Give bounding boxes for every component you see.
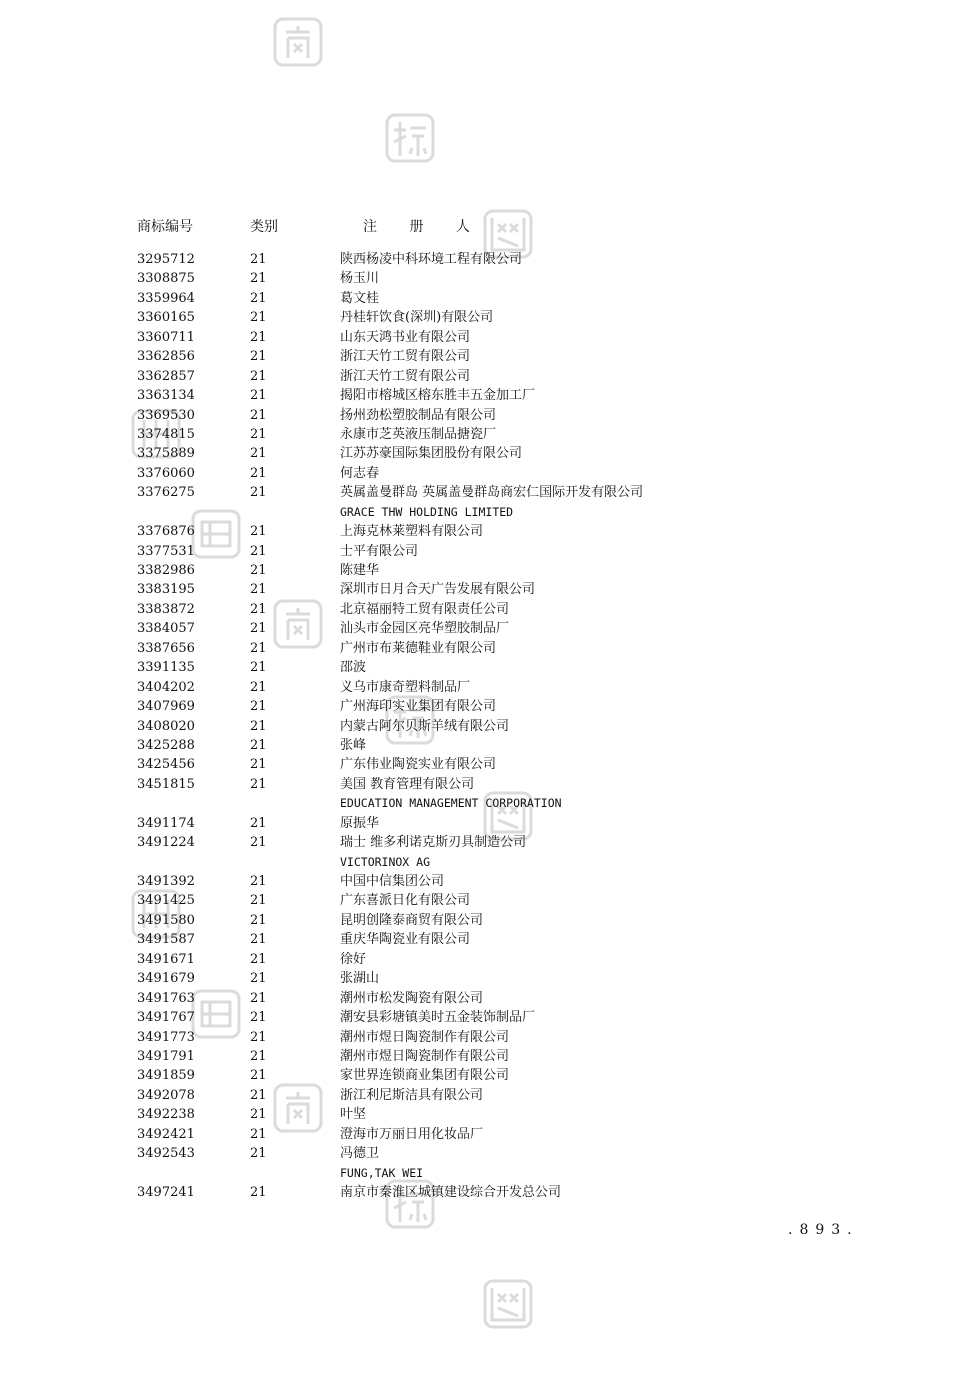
registrant-name: 陕西杨凌中科环境工程有限公司 xyxy=(340,252,523,267)
class-number: 21 xyxy=(250,271,267,287)
registrant-name: 北京福丽特工贸有限责任公司 xyxy=(340,601,510,617)
table-row xyxy=(137,989,837,1008)
table-row xyxy=(137,347,837,366)
table-row xyxy=(137,522,837,541)
trademark-number: 3492421 xyxy=(137,1126,195,1142)
table-row xyxy=(137,464,837,483)
trademark-number: 3491773 xyxy=(137,1029,195,1045)
class-number: 21 xyxy=(250,737,267,753)
registrant-name: 张峰 xyxy=(340,737,367,753)
table-row xyxy=(137,1066,837,1085)
class-number: 21 xyxy=(250,524,267,540)
table-row xyxy=(137,308,837,327)
registrant-name: 丹桂轩饮食(深圳)有限公司 xyxy=(340,310,494,326)
table-row xyxy=(137,406,837,425)
class-number: 21 xyxy=(250,426,267,442)
watermark-stamp-icon xyxy=(482,1278,534,1330)
class-number: 21 xyxy=(250,310,267,326)
registrant-english-name: VICTORINOX AG xyxy=(340,854,431,869)
class-number: 21 xyxy=(250,1185,267,1201)
trademark-number: 3376876 xyxy=(137,524,195,540)
class-number: 21 xyxy=(250,990,267,1006)
registrant-name: 上海克林莱塑料有限公司 xyxy=(340,524,484,540)
table-row xyxy=(137,600,837,619)
class-number: 21 xyxy=(250,893,267,909)
registrant-english-name: EDUCATION MANAGEMENT CORPORATION xyxy=(340,796,562,811)
table-row xyxy=(137,775,837,814)
trademark-number: 3391135 xyxy=(137,660,195,676)
registrant-name: 浙江天竹工贸有限公司 xyxy=(340,368,471,384)
trademark-number: 3387656 xyxy=(137,640,195,656)
trademark-number: 3375889 xyxy=(137,446,195,462)
trademark-number: 3491580 xyxy=(137,912,195,928)
registrant-english-name: GRACE THW HOLDING LIMITED xyxy=(340,504,514,519)
registrant-name: 潮州市煜日陶瓷制作有限公司 xyxy=(340,1048,510,1064)
class-number: 21 xyxy=(250,679,267,695)
registrant-english-name: FUNG,TAK WEI xyxy=(340,1165,424,1180)
class-number: 21 xyxy=(250,329,267,345)
trademark-number: 3362857 xyxy=(137,368,195,384)
registrant-name: 邵波 xyxy=(340,660,367,676)
table-row xyxy=(137,639,837,658)
registrant-name: 广州市布莱德鞋业有限公司 xyxy=(340,640,497,656)
trademark-number: 3491859 xyxy=(137,1068,195,1084)
class-number: 21 xyxy=(250,874,267,890)
table-row xyxy=(137,697,837,716)
class-number: 21 xyxy=(250,835,267,851)
table-row xyxy=(137,269,837,288)
table-row xyxy=(137,386,837,405)
registrant-name: 杨玉川 xyxy=(340,271,380,287)
class-number: 21 xyxy=(250,951,267,967)
registrant-name: 昆明创隆泰商贸有限公司 xyxy=(340,912,484,928)
table-row xyxy=(137,1047,837,1066)
registrant-name: 冯德卫 xyxy=(340,1146,380,1162)
trademark-number: 3451815 xyxy=(137,776,195,792)
registrant-name: 深圳市日月合天广告发展有限公司 xyxy=(340,582,536,598)
class-number: 21 xyxy=(250,660,267,676)
trademark-number: 3491763 xyxy=(137,990,195,1006)
registrant-name: 广东伟业陶瓷实业有限公司 xyxy=(340,757,497,773)
table-row xyxy=(137,1086,837,1105)
registrant-name: 内蒙古阿尔贝斯羊绒有限公司 xyxy=(340,718,510,734)
class-number: 21 xyxy=(250,582,267,598)
header-trademark-no: 商标编号 xyxy=(137,219,193,235)
registrant-name: 南京市秦淮区城镇建设综合开发总公司 xyxy=(340,1185,562,1201)
class-number: 21 xyxy=(250,912,267,928)
trademark-number: 3308875 xyxy=(137,271,195,287)
class-number: 21 xyxy=(250,971,267,987)
class-number: 21 xyxy=(250,1146,267,1162)
registrant-list xyxy=(137,250,837,1203)
registrant-name: 揭阳市榕城区榕东胜丰五金加工厂 xyxy=(340,388,536,404)
trademark-number: 3384057 xyxy=(137,621,195,637)
table-row xyxy=(137,542,837,561)
registrant-name: 永康市芝英液压制品搪瓷厂 xyxy=(340,426,497,442)
trademark-number: 3425288 xyxy=(137,737,195,753)
trademark-number: 3491767 xyxy=(137,1010,195,1026)
trademark-number: 3369530 xyxy=(137,407,195,423)
table-row xyxy=(137,930,837,949)
registrant-name: 潮州市松发陶瓷有限公司 xyxy=(340,990,484,1006)
trademark-number: 3492238 xyxy=(137,1107,195,1123)
trademark-number: 3383195 xyxy=(137,582,195,598)
trademark-number: 3491587 xyxy=(137,932,195,948)
registrant-name: 张湖山 xyxy=(340,971,380,987)
class-number: 21 xyxy=(250,563,267,579)
header-registrant: 注 册 人 xyxy=(363,219,484,235)
registrant-name: 中国中信集团公司 xyxy=(340,874,445,890)
trademark-number: 3404202 xyxy=(137,679,195,695)
trademark-number: 3360165 xyxy=(137,310,195,326)
class-number: 21 xyxy=(250,1068,267,1084)
trademark-number: 3376275 xyxy=(137,485,195,501)
registrant-name: 山东天鸿书业有限公司 xyxy=(340,329,471,345)
class-number: 21 xyxy=(250,776,267,792)
registrant-name: 潮州市煜日陶瓷制作有限公司 xyxy=(340,1029,510,1045)
class-number: 21 xyxy=(250,543,267,559)
class-number: 21 xyxy=(250,1126,267,1142)
class-number: 21 xyxy=(250,290,267,306)
class-number: 21 xyxy=(250,1029,267,1045)
trademark-number: 3362856 xyxy=(137,349,195,365)
trademark-number: 3363134 xyxy=(137,388,195,404)
class-number: 21 xyxy=(250,1107,267,1123)
table-row xyxy=(137,1105,837,1124)
table-row xyxy=(137,1008,837,1027)
class-number: 21 xyxy=(250,485,267,501)
table-row xyxy=(137,950,837,969)
trademark-number: 3497241 xyxy=(137,1185,195,1201)
registrant-name: 澄海市万丽日用化妆品厂 xyxy=(340,1126,484,1142)
table-row xyxy=(137,580,837,599)
registrant-name: 广州海印实业集团有限公司 xyxy=(340,699,497,715)
registrant-name: 广东喜派日化有限公司 xyxy=(340,893,471,909)
table-row xyxy=(137,483,837,522)
trademark-number: 3491679 xyxy=(137,971,195,987)
trademark-number: 3408020 xyxy=(137,718,195,734)
registrant-name: 葛文桂 xyxy=(340,290,380,306)
registrant-name: 家世界连锁商业集团有限公司 xyxy=(340,1068,510,1084)
header-class: 类别 xyxy=(250,219,278,235)
table-row xyxy=(137,678,837,697)
table-row xyxy=(137,328,837,347)
class-number: 21 xyxy=(250,718,267,734)
table-row xyxy=(137,425,837,444)
trademark-number: 3491174 xyxy=(137,815,195,831)
class-number: 21 xyxy=(250,601,267,617)
table-row xyxy=(137,814,837,833)
registrant-name: 士平有限公司 xyxy=(340,543,419,559)
watermark-stamp-icon xyxy=(272,16,324,68)
trademark-number: 3491425 xyxy=(137,893,195,909)
table-row xyxy=(137,367,837,386)
trademark-number: 3359964 xyxy=(137,290,195,306)
class-number: 21 xyxy=(250,932,267,948)
table-row xyxy=(137,755,837,774)
table-row xyxy=(137,658,837,677)
class-number: 21 xyxy=(250,388,267,404)
table-row xyxy=(137,1183,837,1202)
table-row xyxy=(137,250,837,269)
registrant-name: 潮安县彩塘镇美时五金装饰制品厂 xyxy=(340,1010,536,1026)
class-number: 21 xyxy=(250,815,267,831)
class-number: 21 xyxy=(250,1087,267,1103)
class-number: 21 xyxy=(250,252,267,267)
page-number: .893. xyxy=(788,1222,859,1238)
trademark-number: 3425456 xyxy=(137,757,195,773)
class-number: 21 xyxy=(250,757,267,773)
table-row xyxy=(137,1125,837,1144)
registrant-name: 江苏苏豪国际集团股份有限公司 xyxy=(340,446,523,462)
trademark-number: 3383872 xyxy=(137,601,195,617)
table-row xyxy=(137,969,837,988)
registrant-name: 陈建华 xyxy=(340,563,380,579)
class-number: 21 xyxy=(250,407,267,423)
registrant-name: 叶坚 xyxy=(340,1107,367,1123)
trademark-number: 3491671 xyxy=(137,951,195,967)
class-number: 21 xyxy=(250,621,267,637)
trademark-number: 3360711 xyxy=(137,329,195,345)
registrant-name: 美国 教育管理有限公司 xyxy=(340,776,475,792)
trademark-number: 3491224 xyxy=(137,835,195,851)
class-number: 21 xyxy=(250,465,267,481)
registrant-name: 原振华 xyxy=(340,815,380,831)
registrant-name: 浙江利尼斯洁具有限公司 xyxy=(340,1087,484,1103)
registrant-name: 扬州劲松塑胶制品有限公司 xyxy=(340,407,497,423)
table-row xyxy=(137,289,837,308)
table-row xyxy=(137,736,837,755)
registrant-name: 徐好 xyxy=(340,951,367,967)
table-row xyxy=(137,444,837,463)
table-row xyxy=(137,911,837,930)
registrant-name: 义乌市康奇塑料制品厂 xyxy=(340,679,471,695)
class-number: 21 xyxy=(250,446,267,462)
trademark-number: 3374815 xyxy=(137,426,195,442)
table-row xyxy=(137,561,837,580)
trademark-number: 3492078 xyxy=(137,1087,195,1103)
class-number: 21 xyxy=(250,368,267,384)
class-number: 21 xyxy=(250,349,267,365)
table-row xyxy=(137,1144,837,1183)
class-number: 21 xyxy=(250,1010,267,1026)
table-row xyxy=(137,717,837,736)
trademark-number: 3491791 xyxy=(137,1048,195,1064)
registrant-name: 瑞士 维多利诺克斯刃具制造公司 xyxy=(340,835,527,851)
table-row xyxy=(137,833,837,872)
trademark-number: 3377531 xyxy=(137,543,195,559)
table-row xyxy=(137,891,837,910)
trademark-number: 3491392 xyxy=(137,874,195,890)
trademark-number: 3376060 xyxy=(137,465,195,481)
trademark-number: 3407969 xyxy=(137,699,195,715)
class-number: 21 xyxy=(250,1048,267,1064)
trademark-number: 3295712 xyxy=(137,252,195,267)
table-header xyxy=(137,216,737,236)
registrant-name: 浙江天竹工贸有限公司 xyxy=(340,349,471,365)
class-number: 21 xyxy=(250,699,267,715)
table-row xyxy=(137,1028,837,1047)
registrant-name: 重庆华陶瓷业有限公司 xyxy=(340,932,471,948)
registrant-name: 何志春 xyxy=(340,465,380,481)
trademark-number: 3492543 xyxy=(137,1146,195,1162)
trademark-number: 3382986 xyxy=(137,563,195,579)
watermark-stamp-icon xyxy=(384,112,436,164)
table-row xyxy=(137,872,837,891)
registrant-name: 汕头市金园区亮华塑胶制品厂 xyxy=(340,621,510,637)
class-number: 21 xyxy=(250,640,267,656)
table-row xyxy=(137,619,837,638)
registrant-name: 英属盖曼群岛 英属盖曼群岛商宏仁国际开发有限公司 xyxy=(340,485,644,501)
